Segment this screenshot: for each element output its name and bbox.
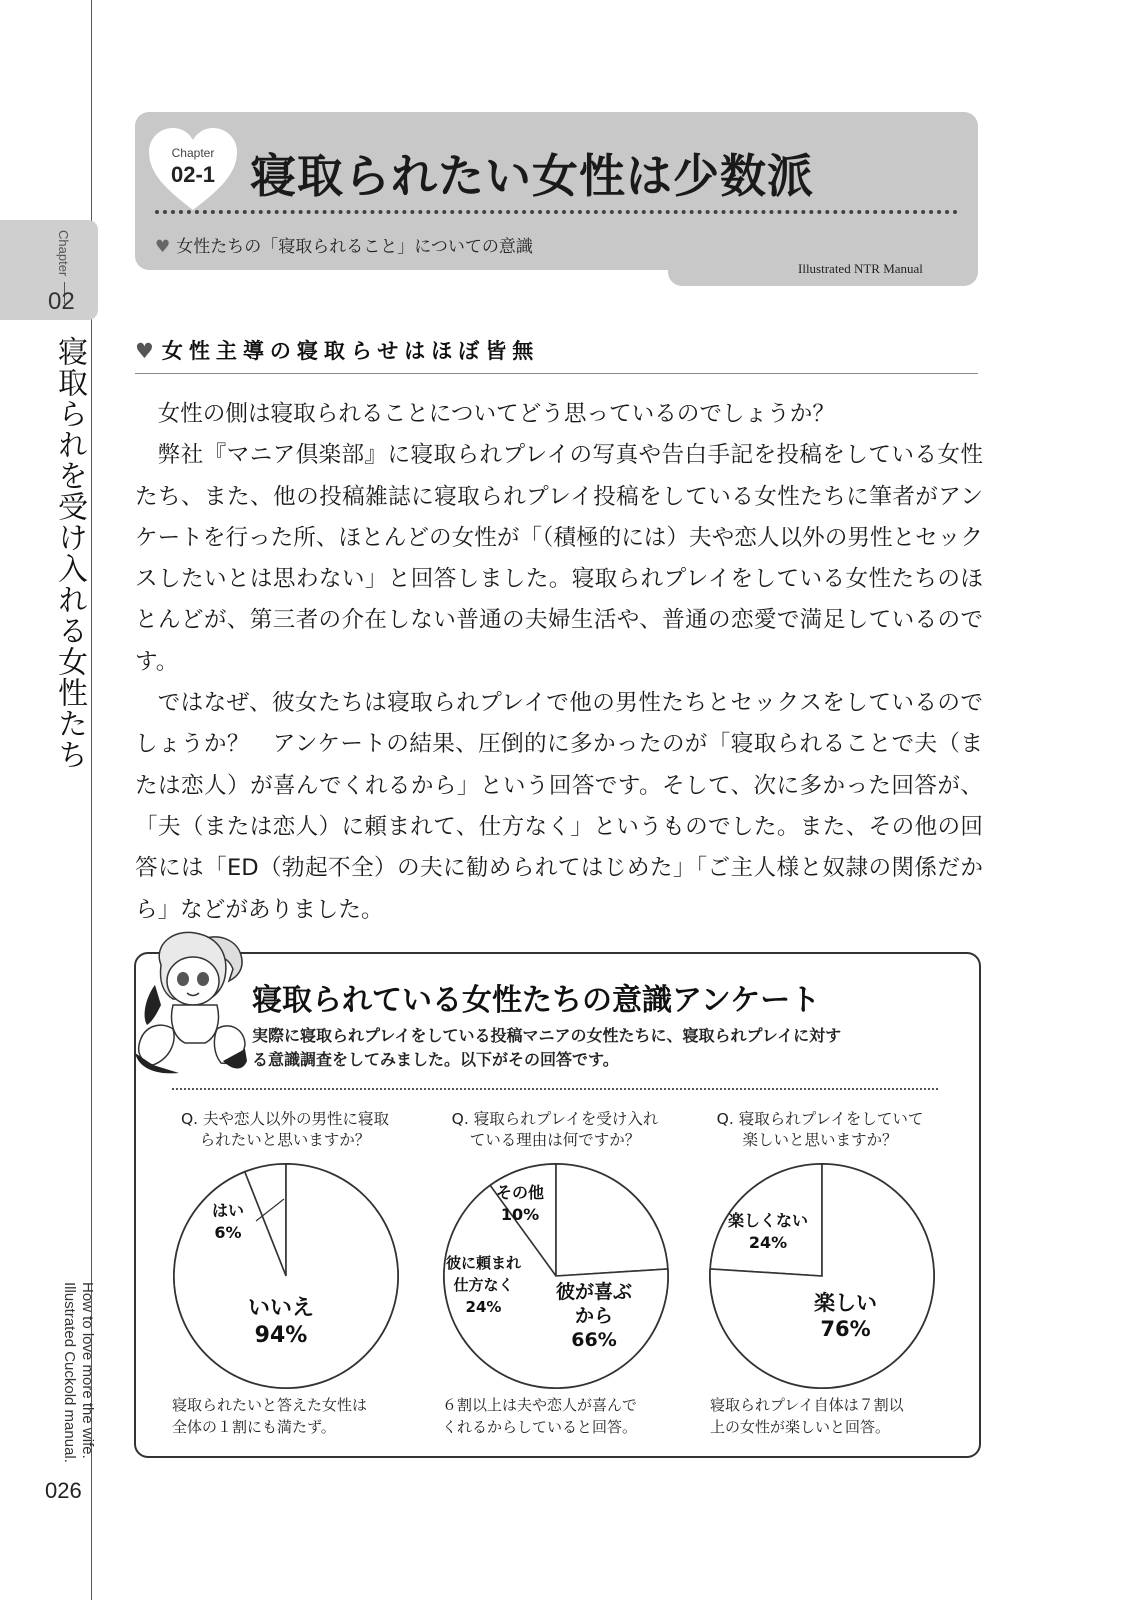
character-illustration xyxy=(133,925,248,1075)
pie2-other-text: その他 xyxy=(496,1183,545,1202)
body-text xyxy=(135,394,983,931)
pie2-asked-line-2: 仕方なく xyxy=(453,1276,514,1294)
question-3 xyxy=(695,1109,945,1151)
pie2-pleased-line-1: 彼が喜ぶ xyxy=(556,1281,633,1303)
pie2-asked-pct: 24% xyxy=(465,1298,502,1316)
pie3-no-text: 楽しくない xyxy=(728,1211,809,1230)
question-1-line-1: Q. 夫や恋人以外の男性に寝取 xyxy=(180,1110,390,1128)
pie3-yes-text: 楽しい xyxy=(814,1291,877,1315)
pie2-other-pct: 10% xyxy=(500,1205,540,1224)
badge-label: Chapter xyxy=(171,146,215,160)
badge-code: 02-1 xyxy=(170,162,216,187)
pie1-label-no xyxy=(248,1295,314,1349)
note-1 xyxy=(172,1394,412,1438)
pie-1-slice-1 xyxy=(556,1164,668,1276)
subtitle-text: 女性たちの「寝取られること」についての意識 xyxy=(176,237,533,257)
pie1-yes-text: はい xyxy=(212,1201,245,1220)
survey-title: 寝取られている女性たちの意識アンケート xyxy=(252,983,821,1018)
note-3-line-1: 寝取られプレイ自体は７割以 xyxy=(710,1396,904,1414)
question-2-line-2: ている理由は何ですか？ xyxy=(469,1131,641,1149)
question-3-line-1: Q. 寝取られプレイをしていて xyxy=(716,1110,924,1128)
chapter-tab-number: 02 xyxy=(48,288,75,315)
pie2-pleased-line-2: から xyxy=(575,1305,614,1327)
note-1-line-2: 全体の１割にも満たず。 xyxy=(172,1418,336,1436)
survey-description xyxy=(252,1024,942,1072)
pie3-label-yes xyxy=(814,1290,877,1342)
pie3-no-pct: 24% xyxy=(748,1233,788,1252)
survey-desc-line-1: 実際に寝取られプレイをしている投稿マニアの女性たちに、寝取られプレイに対す xyxy=(252,1026,842,1045)
pie1-no-text: いいえ xyxy=(248,1296,315,1321)
section-heading xyxy=(135,335,539,365)
section-heading-text: 女性主導の寝取らせはほぼ皆無 xyxy=(161,339,540,363)
note-3 xyxy=(710,1394,950,1438)
pie2-pleased-pct: 66% xyxy=(571,1329,617,1351)
page-title: 寝取られたい女性は少数派 xyxy=(250,149,814,203)
question-1 xyxy=(160,1109,410,1151)
page-number: 026 xyxy=(45,1478,82,1503)
vertical-chapter-title: 寝取られを受け入れる女性たち xyxy=(52,336,87,770)
section-heart-icon: ♥ xyxy=(135,339,154,363)
pie2-label-asked xyxy=(446,1252,521,1318)
body-paragraph-1: 女性の側は寝取られることについてどう思っているのでしょうか？ xyxy=(157,401,835,427)
pie1-leader-line xyxy=(250,1195,290,1225)
body-paragraph-2: 弊社『マニア倶楽部』に寝取られプレイの写真や告白手記を投稿をしている女性たち、また、他の投稿雑誌に寝取られプレイ投稿をしている女性たちに筆者がアンケートを行った所、ほとんどの女性が「（積極的には）夫や恋人以外の男性とセックスしたいとは思わない」と回答しました。寝取られプレイをしている女性たちのほとんどが、第三者の介在しない普通の夫婦生活や、普通の恋愛で満足しているのです。 xyxy=(135,442,983,675)
subtitle-heart-icon: ♥ xyxy=(155,237,171,257)
pie1-label-yes xyxy=(212,1200,244,1244)
body-paragraph-3: ではなぜ、彼女たちは寝取られプレイで他の男性たちとセックスをしているのでしょうか？ アンケートの結果、圧倒的に多かったのが「寝取られることで夫（または恋人）が喜んでくれるから」という回答です。そして、次に多かった回答が、「夫（または恋人）に頼まれて、仕方なく」というものでした。また、その他の回答には「ED（勃起不全）の夫に勧められてはじめた」「ご主人様と奴隷の関係だから」などがありました。 xyxy=(135,690,983,923)
question-2 xyxy=(430,1109,680,1151)
survey-dotted-rule xyxy=(172,1088,938,1090)
note-3-line-2: 上の女性が楽しいと回答。 xyxy=(710,1418,891,1436)
section-rule xyxy=(135,373,978,374)
pie-chart-enjoy xyxy=(706,1160,938,1392)
question-1-line-2: られたいと思いますか？ xyxy=(199,1131,371,1149)
english-line-2: Illustrated Cuckold manual. xyxy=(61,1282,78,1463)
pie3-label-no xyxy=(728,1210,808,1254)
note-1-line-1: 寝取られたいと答えた女性は xyxy=(172,1396,368,1414)
pie1-yes-pct: 6% xyxy=(214,1223,242,1242)
pie1-no-pct: 94% xyxy=(254,1323,308,1348)
question-2-line-1: Q. 寝取られプレイを受け入れ xyxy=(451,1110,659,1128)
note-2-line-2: くれるからしていると回答。 xyxy=(442,1418,638,1436)
pie2-asked-line-1: 彼に頼まれ xyxy=(446,1254,522,1272)
manual-label: Illustrated NTR Manual xyxy=(798,261,923,276)
pie2-label-other xyxy=(496,1182,544,1226)
survey-desc-line-2: る意識調査をしてみました。以下がその回答です。 xyxy=(252,1050,619,1069)
note-2 xyxy=(442,1394,682,1438)
page-subtitle xyxy=(155,232,533,257)
pie3-yes-pct: 76% xyxy=(820,1317,871,1341)
vertical-english-caption xyxy=(60,1282,96,1463)
question-3-line-2: 楽しいと思いますか？ xyxy=(742,1131,898,1149)
chapter-badge xyxy=(147,126,239,212)
header-dotted-rule xyxy=(155,210,958,214)
note-2-line-1: ６割以上は夫や恋人が喜んで xyxy=(442,1396,638,1414)
english-line-1: How to love more the wife. xyxy=(79,1282,96,1459)
chapter-tab-word: Chapter xyxy=(56,230,71,277)
pie2-label-pleased xyxy=(556,1280,632,1352)
